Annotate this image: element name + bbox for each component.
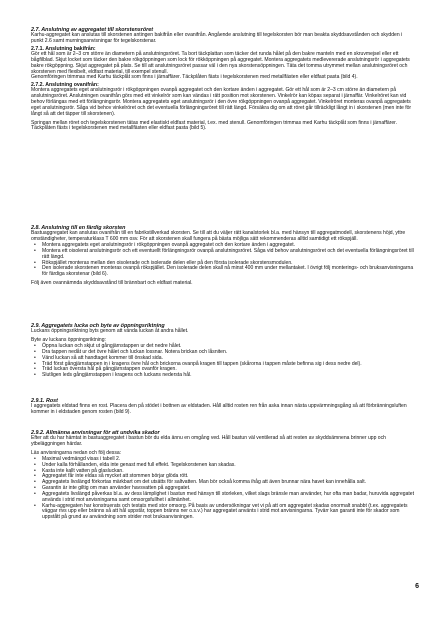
list-item: • Träd först gångjärnstappen in i kragens övre hål och brickorna ovanpå kragen till tappen (skårorna i tappen måste befinna sig i dess nedre del). xyxy=(42,362,415,368)
section-title: 2.9.2. Allmänna anvisningar för att undvika skador xyxy=(31,430,160,436)
bullet-list xyxy=(31,243,415,278)
list-item: • Maximal vedmängd visas i tabell 2. xyxy=(42,457,415,463)
list-item: • Dra tappen nedåt ur det övre hålet och luckan lossnar. Notera brickan och låsniten. xyxy=(42,350,415,356)
list-item: • Aggregatet får inte eldas så mycket att stommen börjar glöda rött. xyxy=(42,474,415,480)
section-title: 2.9. Aggregatets lucka och byte av öppningsriktning xyxy=(31,323,165,329)
paragraph: I aggregatets eldstad finns en rost. Placera den på stödet i bottnen av eldstaden. Håll alltid rosten ren från aska innan nästa uppvärmningsgång så att förbränningsluften kommer in i eldstaden genom rosten (bild 9). xyxy=(31,403,407,416)
section-title: 2.9.1. Rost xyxy=(31,398,58,404)
list-item: • Montera aggregatets eget anslutningsrör i rökgöppningen ovanpå aggregatet och den kortare änden i aggregatet. xyxy=(42,243,415,249)
section-title: 2.7. Anslutning av aggregatet till skorstensröret xyxy=(31,27,154,33)
paragraph: Efter att du har hämtat in bastuaggregatet i bastun bör du elda ännu en omgång ved. Håll bastun väl ventilerad så att resten av skyddsämnena brinner upp och ytbeläggningen härdar. xyxy=(31,435,386,448)
paragraph: Luckans öppningsriktning byts genom att vända luckan åt andra hållet. xyxy=(31,328,189,335)
paragraph: Bastuaggregatet kan anslutas ovanifrån till en fabrikstillverkad skorsten. Se till att du väljer rätt kanalstorlek bl.a. med hänsyn till aggregatmodell, skorstenens höjd, yttre omständigheter, temperaturklass T 600 mm osv. För att skorstenen skall fungera på bästa möjliga sätt rekommenderas alltid samtidigt ett rökspjäll. xyxy=(31,230,406,243)
list-item: • Montera ett oisolerat anslutningsrör och ett eventuellt förlängningsrör ovanpå anslutningsröret. Såga vid behov anslutningsröret och det eventuella förlängningsröret till rätt längd. xyxy=(42,249,415,261)
list-item: • Rökspjället monteras mellan den oisolerade och isolerade delen eller på den första isolerade skorstensmodulen. xyxy=(42,261,415,267)
subsection-title: 2.7.1. Anslutning bakifrån: xyxy=(31,45,96,52)
paragraph: Springan mellan röret och tegelskorstenen tätas med elastiskt eldfast material, t.ex. med stenull. Genomföringen trimmas med Karhu täckplåt som finns i järnaffärer. Täckplåten fästs i tegelskorstenen med metallfästen eller eldfast pasta (bild 5). xyxy=(31,119,397,132)
page-number: 6 xyxy=(415,583,419,590)
list-item: • Karhu-aggregaten har konstruerats och testats med stor omsorg. På basis av undersökningar vet vi på att om aggregatet skadas onormalt snabbt (t.ex. aggregatets väggar rivs upp eller bränns så att hål uppstår, toppen bränns ner o.s.v.) har aggregatet använts i strid mot anvisningarna. Tyvärr kan garanti inte för skador som uppstått på grund av användning som strider mot bruksanvisningen. xyxy=(42,504,415,522)
list-item: • Öppna luckan och skjut ut gångjärnstappen ur det nedre hålet. xyxy=(42,344,415,350)
section-2-9 xyxy=(31,323,415,379)
bullet-list xyxy=(31,344,415,379)
list-item: • Garantin är inte giltig om man använder havsvatten på aggregatet. xyxy=(42,486,415,492)
paragraph: Genomföringen trimmas med Karhu täckplåt som finns i järnaffärer. Täckplåten fästs i tegelskorstenen med metallfästen eller eldfast pasta (bild 4). xyxy=(31,74,358,81)
paragraph: Läs anvisningarna nedan och följ dessa: xyxy=(31,449,122,456)
section-2-8 xyxy=(31,225,415,287)
section-title: 2.8. Anslutning till en färdig skorsten xyxy=(31,225,126,231)
paragraph: Montera aggregatets eget anslutningsrör i rökgöppningen ovanpå aggregatet och den kortare änden i aggregatet. Gör ett hål som är 2–3 cm större än diametern på anslutningsröret. Anslutningen ovanifrån görs med ett vinkelrör som kan vändas i rätt position mot skorstenen. Vinkelrör kan köpas separat i järnaffär. Vinkelröret kan vid behov förlängas med ett förlängningsrör. Montera aggregatets eget anslutningsrör i den övre rökgöppningen ovanpå aggregatet. Vinkelröret monteras ovanpå aggregatets eget anslutningsrör. Såga vid behov vinkelröret och det eventuella förlängningsröret till rätt längd. Försäkra dig om att röret går tillräckligt långt in i skorstenen (men inte för långt så att det täpper till skorstenen). xyxy=(31,87,412,117)
section-2-7 xyxy=(31,27,415,132)
list-item: • Aggregatets livslängd påverkas bl.a. av dess lämplighet i bastun med hänsyn till storleken, vilket slags bränsle man använder, hur ofta man badar, huruvida aggregatet används i strid mot anvisningarna samt omsorgsfullhet i allmänhet. xyxy=(42,492,415,504)
list-item: • Den isolerade skorstenen monteras ovanpå rökspjället. Den isolerade delen skall nå minst 400 mm under mellantaket. I övrigt följ monterings- och bruksanvisningarna för färdiga skorstenar (bild 6). xyxy=(42,266,415,278)
paragraph: Gör ett hål som är 2–3 cm större än diametern på anslutningsröret. Ta bort täckplattan som täcker det runda hålet på den bakre manteln med en skruvmejsel eller ett bågfilblad. Skjut locket som täcker den bakre rökgöppningen som lock för rökköppningen på aggregatet. Montera aggregatets medlevererade anslutningsrör i aggregatets bakre rökgöppning. Skjut aggregatet på plats. Se till att anslutningsröret passar väl i den nya skorstensöppningen. Täta det tomma utrymmet mellan anslutningsröret och skorstenen med flexibelt, eldfast material, till exempel stenull. xyxy=(31,51,410,75)
section-2-9-2 xyxy=(31,430,415,521)
list-item: • Vänd luckan så att handtaget kommer till önskad sida. xyxy=(42,356,415,362)
list-item: • Kasta inte kallt vatten på glasluckan. xyxy=(42,469,415,475)
subsection-title: 2.7.2. Anslutning ovanifrån: xyxy=(31,82,99,89)
bullet-list xyxy=(31,457,415,521)
paragraph: Byte av luckans öppningsriktning: xyxy=(31,337,106,344)
list-item: • Aggregatets livslängd förkortas märkbart om det utsätts för saltvatten. Man bör också komma ihåg att även brunnar nära havet kan innehålla salt. xyxy=(42,480,415,486)
list-item: • Träd luckan översta hål på gångjärnstappen ovanför kragen. xyxy=(42,367,415,373)
list-item: • Under kalla förhållanden, elda inte genast med full effekt. Tegelskorstenen kan skadas. xyxy=(42,463,415,469)
list-item: • Slutligen leds gångjärnstappen i kragens och luckans nedersta hål. xyxy=(42,373,415,379)
paragraph: Följ även ovannämnda skyddsavstånd till brännbart och eldfast material. xyxy=(31,280,193,287)
paragraph: Karhu-aggregatet kan anslutas till skorstenen antingen bakifrån eller ovanifrån. Angående anslutning till tegelskorsten bör man beakta skyddsavstånden och skydden i punkt 2.6 samt murningsanvisningar för tegelskorstenar. xyxy=(31,32,403,45)
section-2-9-1 xyxy=(31,398,415,416)
